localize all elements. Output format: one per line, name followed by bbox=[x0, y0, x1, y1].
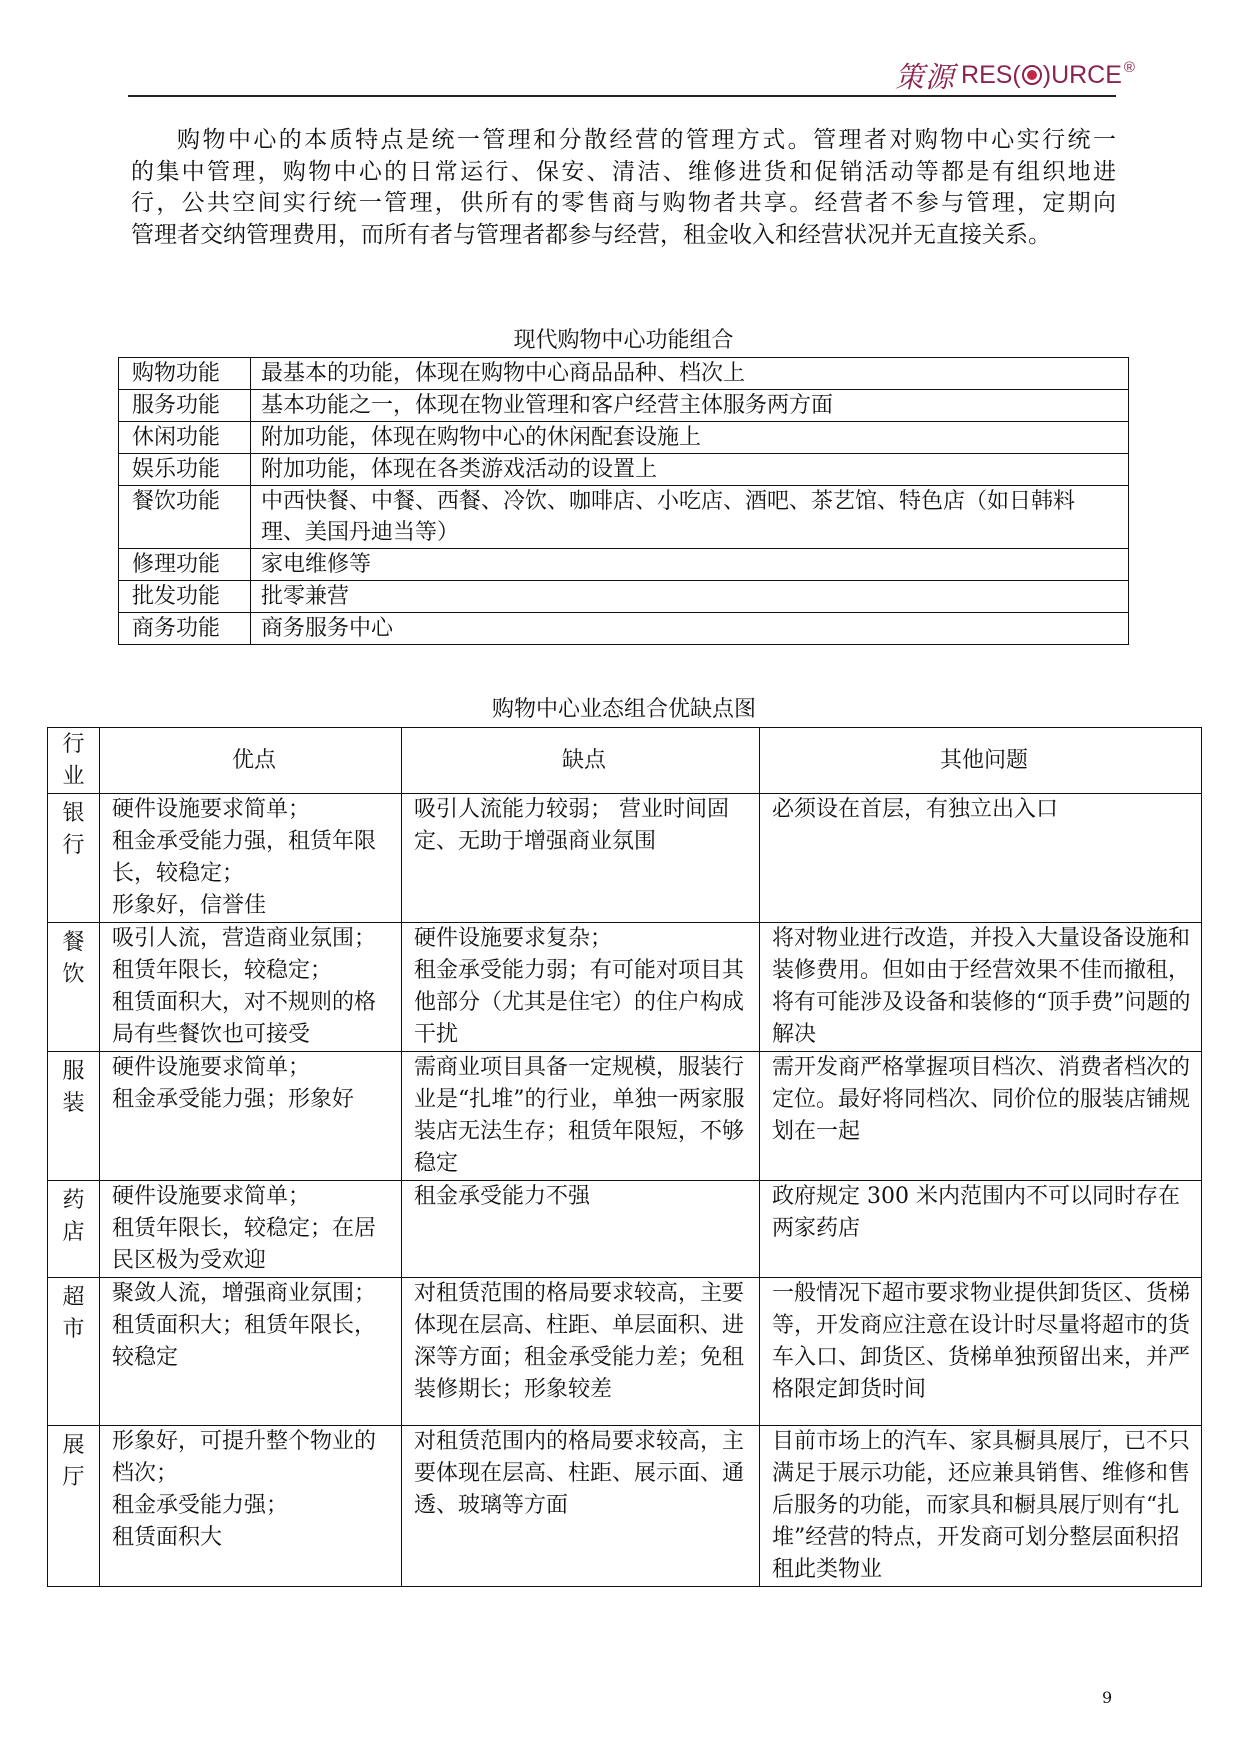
pros-cell bbox=[100, 1052, 402, 1181]
pros-line: 硬件设施要求简单； bbox=[112, 1055, 311, 1080]
pros-cell bbox=[100, 1181, 402, 1278]
pros-line: 租金承受能力强；形象好 bbox=[112, 1087, 355, 1112]
logo-english-text: RES( )URCE bbox=[961, 60, 1122, 89]
other-line: 必须设在首层，有独立出入口 bbox=[772, 797, 1059, 822]
industry-cell: 展厅 bbox=[48, 1426, 100, 1587]
pros-cell bbox=[100, 794, 402, 923]
intro-line: 购物中心的本质特点是统一管理和分散经营的管理方式。管理者对购物中心实行统一 bbox=[177, 127, 1116, 153]
header-cons: 缺点 bbox=[402, 728, 760, 794]
table-row bbox=[48, 1181, 1202, 1278]
other-line: 目前市场上的汽车、家具橱具展厅，已不只满足于展示功能，还应兼具销售、维修和售后服务的功能，而家具和橱具展厅则有“扎堆”经营的特点，开发商可划分整层面积招租此类物业 bbox=[772, 1429, 1191, 1582]
cons-cell bbox=[402, 1052, 760, 1181]
other-cell bbox=[760, 794, 1202, 923]
table-row bbox=[119, 549, 1129, 581]
industry-cell: 银行 bbox=[48, 794, 100, 923]
table-row bbox=[48, 1278, 1202, 1426]
cons-cell bbox=[402, 1278, 760, 1426]
pros-line: 租赁年限长，较稳定；在居民区极为受欢迎 bbox=[112, 1216, 377, 1273]
other-cell bbox=[760, 1278, 1202, 1426]
other-line: 需开发商严格掌握项目档次、消费者档次的定位。最好将同档次、同价位的服装店铺规划在一起 bbox=[772, 1055, 1191, 1144]
function-description: 批零兼营 bbox=[251, 581, 1129, 613]
other-cell bbox=[760, 1181, 1202, 1278]
function-name: 服务功能 bbox=[119, 390, 251, 422]
cons-cell bbox=[402, 1181, 760, 1278]
logo-chinese-text: 策源 bbox=[895, 59, 956, 94]
pros-line: 形象好，可提升整个物业的档次； bbox=[112, 1429, 377, 1486]
function-name: 批发功能 bbox=[119, 581, 251, 613]
cons-cell bbox=[402, 923, 760, 1052]
pros-line: 硬件设施要求简单； bbox=[112, 797, 311, 822]
function-name: 休闲功能 bbox=[119, 422, 251, 454]
registered-mark: ® bbox=[1123, 58, 1135, 76]
function-table-caption: 现代购物中心功能组合 bbox=[513, 328, 734, 353]
pros-cell bbox=[100, 1426, 402, 1587]
table-row bbox=[119, 390, 1129, 422]
comparison-table-caption: 购物中心业态组合优缺点图 bbox=[491, 697, 756, 722]
pros-line: 吸引人流，营造商业氛围； bbox=[112, 926, 377, 951]
function-name: 餐饮功能 bbox=[119, 486, 251, 549]
comparison-table bbox=[47, 727, 1202, 1587]
pros-line: 租赁年限长，较稳定； bbox=[112, 958, 333, 983]
pros-line: 租赁面积大，对不规则的格局有些餐饮也可接受 bbox=[112, 990, 377, 1047]
function-description: 附加功能，体现在购物中心的休闲配套设施上 bbox=[251, 422, 1129, 454]
function-name: 商务功能 bbox=[119, 613, 251, 645]
function-description: 商务服务中心 bbox=[251, 613, 1129, 645]
table-row bbox=[119, 422, 1129, 454]
function-description: 家电维修等 bbox=[251, 549, 1129, 581]
other-line: 一般情况下超市要求物业提供卸货区、货梯等，开发商应注意在设计时尽量将超市的货车入口、卸货区、货梯单独预留出来，并严格限定卸货时间 bbox=[772, 1281, 1191, 1402]
cons-cell bbox=[402, 1426, 760, 1587]
table-row bbox=[119, 454, 1129, 486]
pros-line: 聚敛人流，增强商业氛围； bbox=[112, 1281, 377, 1306]
cons-line: 需商业项目具备一定规模，服装行业是“扎堆”的行业，单独一两家服装店无法生存；租赁年限短，不够稳定 bbox=[414, 1055, 745, 1176]
pros-line: 租金承受能力强，租赁年限长，较稳定； bbox=[112, 829, 377, 886]
cons-line: 吸引人流能力较弱； 营业时间固定、无助于增强商业氛围 bbox=[414, 797, 729, 854]
pros-cell bbox=[100, 1278, 402, 1426]
function-name: 娱乐功能 bbox=[119, 454, 251, 486]
function-name: 修理功能 bbox=[119, 549, 251, 581]
pros-line: 租赁面积大；租赁年限长，较稳定 bbox=[112, 1313, 377, 1370]
cons-line: 租金承受能力弱；有可能对项目其他部分（尤其是住宅）的住户构成干扰 bbox=[414, 958, 745, 1047]
table-row bbox=[119, 613, 1129, 645]
page-number: 9 bbox=[1102, 1688, 1113, 1707]
company-logo bbox=[895, 58, 1135, 92]
other-cell bbox=[760, 923, 1202, 1052]
function-name: 购物功能 bbox=[119, 358, 251, 390]
cons-line: 硬件设施要求复杂； bbox=[414, 926, 613, 951]
industry-cell: 服装 bbox=[48, 1052, 100, 1181]
table-row bbox=[119, 358, 1129, 390]
cons-line: 对租赁范围内的格局要求较高，主要体现在层高、柱距、展示面、通透、玻璃等方面 bbox=[414, 1429, 745, 1518]
intro-line: 行，公共空间实行统一管理，供所有的零售商与购物者共享。经营者不参与管理，定期向 bbox=[131, 190, 1116, 216]
intro-line: 的集中管理，购物中心的日常运行、保安、清洁、维修进货和促销活动等都是有组织地进 bbox=[131, 158, 1116, 185]
cons-line: 对租赁范围的格局要求较高，主要体现在层高、柱距、单层面积、进深等方面；租金承受能力差；免租装修期长；形象较差 bbox=[414, 1281, 745, 1402]
function-table bbox=[118, 357, 1129, 645]
other-line: 将对物业进行改造，并投入大量设备设施和装修费用。但如由于经营效果不佳而撤租，将有可能涉及设备和装修的“顶手费”问题的解决 bbox=[772, 926, 1191, 1047]
function-description: 附加功能，体现在各类游戏活动的设置上 bbox=[251, 454, 1129, 486]
industry-cell: 药店 bbox=[48, 1181, 100, 1278]
pros-line: 硬件设施要求简单； bbox=[112, 1184, 311, 1209]
table-row bbox=[48, 1426, 1202, 1587]
logo-o-icon bbox=[1022, 65, 1042, 85]
other-cell bbox=[760, 1052, 1202, 1181]
function-description: 最基本的功能，体现在购物中心商品品种、档次上 bbox=[251, 358, 1129, 390]
function-description: 中西快餐、中餐、西餐、冷饮、咖啡店、小吃店、酒吧、茶艺馆、特色店（如日韩料理、美国丹迪当等） bbox=[251, 486, 1129, 549]
cons-cell bbox=[402, 794, 760, 923]
table-header-row bbox=[48, 728, 1202, 794]
industry-cell: 餐饮 bbox=[48, 923, 100, 1052]
function-description: 基本功能之一，体现在物业管理和客户经营主体服务两方面 bbox=[251, 390, 1129, 422]
pros-line: 租金承受能力强； bbox=[112, 1493, 289, 1518]
header-divider bbox=[128, 95, 1116, 97]
cons-line: 租金承受能力不强 bbox=[414, 1184, 591, 1209]
table-row bbox=[48, 1052, 1202, 1181]
pros-line: 租赁面积大 bbox=[112, 1525, 223, 1550]
header-pros: 优点 bbox=[100, 728, 402, 794]
table-row bbox=[48, 794, 1202, 923]
header-industry: 行业 bbox=[48, 728, 100, 794]
intro-line: 管理者交纳管理费用，而所有者与管理者都参与经营，租金收入和经营状况并无直接关系。 bbox=[131, 221, 1051, 248]
table-row bbox=[48, 923, 1202, 1052]
industry-cell: 超市 bbox=[48, 1278, 100, 1426]
table-row bbox=[119, 581, 1129, 613]
pros-cell bbox=[100, 923, 402, 1052]
other-line: 政府规定 300 米内范围内不可以同时存在两家药店 bbox=[772, 1184, 1180, 1241]
pros-line: 形象好，信誉佳 bbox=[112, 893, 267, 918]
other-cell bbox=[760, 1426, 1202, 1587]
intro-paragraph bbox=[131, 125, 1116, 251]
table-row bbox=[119, 486, 1129, 549]
header-other: 其他问题 bbox=[760, 728, 1202, 794]
